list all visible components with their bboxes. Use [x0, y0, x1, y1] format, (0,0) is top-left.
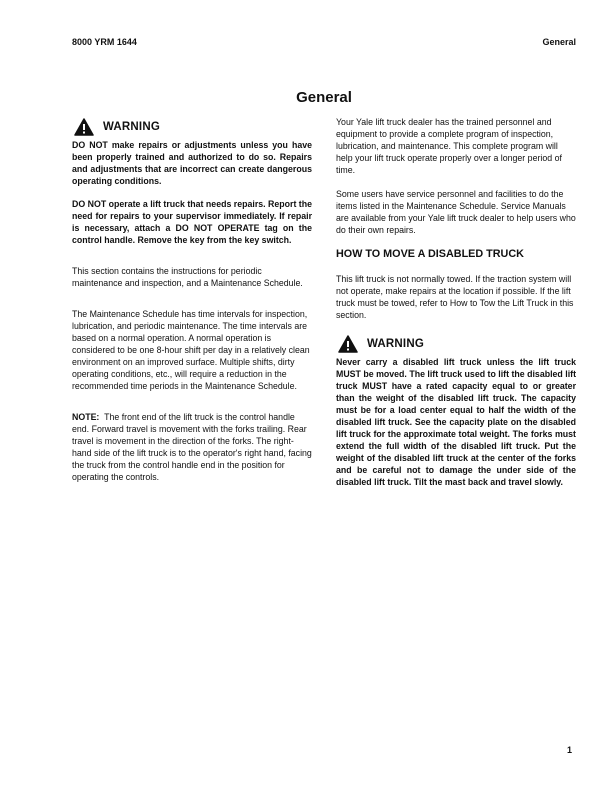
warning-label: WARNING	[103, 121, 160, 133]
header-doc-code: 8000 YRM 1644	[72, 37, 137, 47]
right-column	[336, 116, 576, 499]
body-paragraph-intro: This section contains the instructions for periodic maintenance and inspection, and a Maintenance Schedule.	[72, 266, 303, 288]
section-heading: HOW TO MOVE A DISABLED TRUCK	[336, 248, 524, 260]
warning-label: WARNING	[367, 338, 424, 350]
warning-heading-disabled	[338, 335, 576, 353]
warning-paragraph-disabled-truck: Never carry a disabled lift truck unless the lift truck MUST be moved. The lift truck used to lift the disabled lift truck MUST have a rated capacity equal to or greater than the weight of the disabled lift truck. The capacity must be for a load center equal to half the width of the disabled lift truck. See the capacity plate on the disabled lift truck for the approximate total weight. The forks must extend the full width of the disabled lift truck. Put the weight of the disabled lift truck at the center of the forks and be careful not to damage the under side of the disabled lift truck. Tilt the mast back and travel slowly.	[336, 357, 576, 487]
note-label: NOTE:	[72, 412, 100, 422]
body-paragraph-service: Some users have service personnel and facilities to do the items listed in the Maintenance Schedule. Service Manuals are available from your Yale lift truck dealer to help users who do their own repairs.	[336, 189, 576, 235]
body-paragraph-dealer: Your Yale lift truck dealer has the trained personnel and equipment to provide a complete program of inspection, lubrication, and maintenance. This complete program will help your lift truck operate properly over a longer period of time.	[336, 117, 562, 175]
warning-paragraph-repairs: DO NOT make repairs or adjustments unless you have been properly trained and authorized to do so. Repairs and adjustments that are incorrect can create dangerous operating conditions.	[72, 140, 312, 186]
body-paragraph-towing: This lift truck is not normally towed. If the traction system will not operate, make repairs at the location if possible. If the lift truck must be towed, refer to How to Tow the Lift Truck in this section.	[336, 274, 574, 320]
note-paragraph	[72, 411, 312, 483]
header-section-name: General	[542, 37, 576, 47]
left-column	[72, 118, 312, 494]
body-paragraph-schedule: The Maintenance Schedule has time intervals for inspection, lubrication, and periodic maintenance. The time intervals are based on a normal operation. A normal operation is considered to be one 8-hour shift per day in a relatively clean environment on an improved surface. Multiple shifts, dirty operating conditions, etc., will require a reduction in the recommended time periods in the Maintenance Schedule.	[72, 309, 310, 391]
page-title: General	[296, 89, 352, 106]
warning-triangle-icon	[338, 335, 358, 353]
warning-triangle-icon	[74, 118, 94, 136]
note-text: The front end of the lift truck is the control handle end. Forward travel is movement with the forks trailing. Rear travel is movement in the direction of the forks. The right-hand side of the lift truck is to the operator's right hand, facing the truck from the control handle end in the position for operating the controls.	[72, 412, 312, 482]
warning-heading	[74, 118, 312, 136]
page-number: 1	[567, 745, 573, 755]
warning-paragraph-operate: DO NOT operate a lift truck that needs repairs. Report the need for repairs to your supervisor immediately. If repair is necessary, attach a DO NOT OPERATE tag on the control handle. Remove the key from the key switch.	[72, 199, 313, 245]
